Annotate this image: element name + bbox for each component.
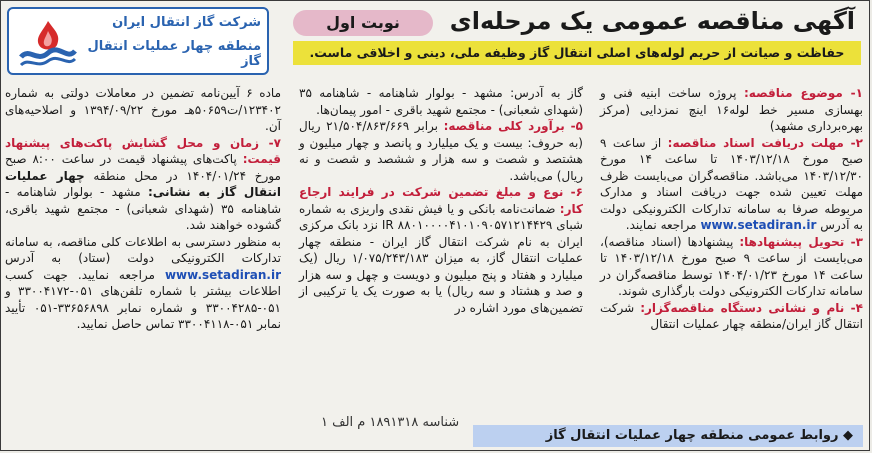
section-1-body: پروژه ساخت ابنیه فنی و بهسازی مسیر خط لوله۱۶ اینچ نمزدایی (مرکز بهره‌برداری مشهد): [600, 86, 863, 133]
info-body: به منظور دسترسی به اطلاعات کلی مناقصه، به سامانه تدارکات الکترونیکی دولت (ستاد) به آدرس: [5, 234, 281, 265]
section-subject: [600, 85, 863, 135]
section-7-body-2: مشهد - بولوار شاهنامه - شاهنامه ۳۵ (شهدای شعبانی) - مجتمع شهید باقری، گشوده خواهند شد.: [5, 185, 281, 232]
section-2-body: از ساعت ۹ صبح مورخ ۱۴۰۳/۱۲/۱۸ تا ساعت ۱۴ مورخ ۱۴۰۳/۱۲/۳۰ می‌باشد. مناقصه‌گران می‌بایست ظرف مهلت تعیین شده جهت دریافت اسناد و مدارک مربوطه صرفا به سامانه تدارکات الکترونیکی دولت به آدرس: [600, 135, 864, 232]
company-logo-box: [7, 7, 269, 75]
column-left: [5, 85, 281, 395]
section-2-end: مراجعه نمایند.: [625, 218, 697, 232]
notice-title: آگهی مناقصه عمومی یک مرحله‌ای: [449, 7, 855, 35]
section-3-heading: ۳- تحویل پیشنهادها:: [739, 234, 863, 249]
section-organizer: [600, 300, 863, 333]
section-4-continued: گاز به آدرس: مشهد - بولوار شاهنامه - شاهنامه ۳۵ (شهدای شعبانی) - مجتمع شهید باقری - امور پیمان‌ها.: [299, 86, 583, 117]
section-7-heading: ۷- زمان و محل گشایش پاکت‌های پیشنهاد قیمت:: [5, 135, 281, 166]
section-guarantee-cont: [5, 85, 281, 135]
section-2-heading: ۲- مهلت دریافت اسناد مناقصه:: [667, 135, 863, 150]
flame-logo-icon: [17, 17, 79, 69]
section-info: [5, 234, 281, 333]
setadiran-link[interactable]: www.setadiran.ir: [700, 218, 817, 232]
logo-company-name: شرکت گاز انتقال ایران: [112, 15, 261, 30]
section-1-heading: ۱- موضوع مناقصه:: [744, 86, 863, 100]
section-address: [299, 85, 583, 118]
section-delivery: [600, 234, 863, 300]
section-5-body: برابر ۲۱/۵۰۴/۸۶۳/۶۶۹ ریال (به حروف: بیست و یک میلیارد و پانصد و چهار میلیون و هشتصد و شصت و سه هزار و ششصد و شصت و نه ریال) می‌باشد.: [299, 119, 583, 183]
section-documents: [600, 135, 863, 234]
section-6-continued: ماده ۶ آیین‌نامه تضمین در معاملات دولتی به شماره ۱۲۳۴۰۲/ت۵۰۶۵۹هـ مورخ ۱۳۹۴/۰۹/۲۲ و اصلاحیه‌های آن.: [5, 86, 281, 133]
section-guarantee: [299, 184, 583, 316]
column-right: [600, 85, 863, 395]
info-body-2: مراجعه نمایید. جهت کسب اطلاعات بیشتر با شماره تلفن‌های ۰۵۱-۳۳۰۰۴۱۷۲ و ۰۵۱-۳۳۰۰۴۲۸۵ و شماره نمابر ۳۳۶۵۶۸۹۸-۰۵۱ تأیید نمابر ۰۵۱-۳۳۰۰۴۱۱۸ تماس حاصل نمایید.: [5, 267, 282, 331]
subject-banner: حفاظت و صیانت از حریم لوله‌های اصلی انتقال گاز وظیفه ملی، دینی و اخلاقی ماست.: [293, 41, 861, 65]
setadiran-link-2[interactable]: www.setadiran.ir: [164, 267, 281, 282]
section-7-bold: چهار عملیات انتقال گاز به نشانی:: [5, 168, 281, 199]
public-relations-footer: ◆ روابط عمومی منطقه چهار عملیات انتقال گاز: [473, 425, 863, 447]
section-5-heading: ۵- برآورد کلی مناقصه:: [443, 119, 583, 133]
notice-id: شناسه ۱۸۹۱۳۱۸ م الف ۱: [321, 415, 460, 430]
round-badge: نوبت اول: [293, 10, 433, 36]
section-7-body: پاکت‌های پیشنهاد قیمت در ساعت ۸:۰۰ صبح مورخ ۱۴۰۴/۰۱/۲۴ در محل منطقه: [5, 152, 281, 183]
section-6-body: ضمانت‌نامه بانکی و یا فیش نقدی واریزی به شماره شبای IR ۸۸۰۱۰۰۰۰۴۱۰۱۰۹۰۵۷۱۲۱۴۴۲۹ نزد بانک مرکزی ایران به نام شرکت انتقال گاز ایران - منطقه چهار عملیات انتقال گاز، به میزان ۱/۰۷۵/۲۴۳/۱۸۳ ریال (یک میلیارد و هفتاد و پنج میلیون و دویست و چهل و سه هزار و صد و هشتاد و سه ریال) یا به صورت یک یا ترکیبی از تضمین‌های مورد اشاره در: [299, 201, 583, 315]
section-3-body: پیشنهادها (اسناد مناقصه)، می‌بایست از ساعت ۹ صبح مورخ ۱۴۰۳/۱۲/۱۸ تا ساعت ۱۴ مورخ ۱۴۰۴/۰۱/۲۳ توسط مناقصه‌گران در سامانه تدارکات الکترونیکی دولت بارگذاری شوند.: [600, 234, 864, 298]
section-4-body: شرکت انتقال گاز ایران/منطقه چهار عملیات انتقال: [600, 300, 863, 331]
section-4-heading: ۴- نام و نشانی دستگاه مناقصه‌گزار:: [640, 300, 863, 315]
section-6-heading: ۶- نوع و مبلغ تضمین شرکت در فرایند ارجاع کار:: [299, 185, 583, 216]
column-middle: [299, 85, 583, 395]
section-estimate: [299, 118, 583, 184]
section-opening: [5, 135, 281, 234]
logo-region-name: منطقه چهار عملیات انتقال گاز: [87, 39, 261, 69]
